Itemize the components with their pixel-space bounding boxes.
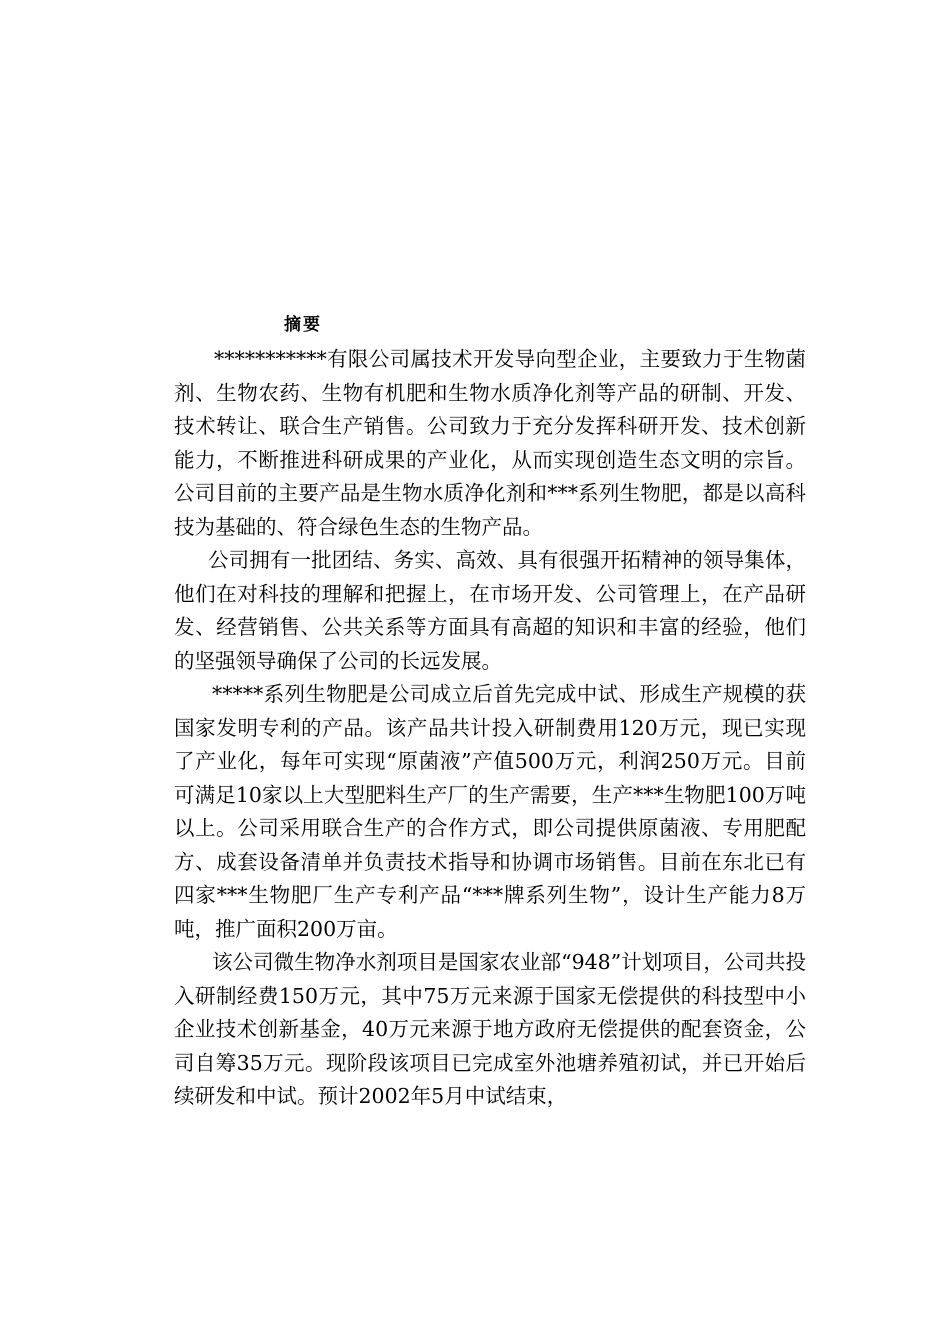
abstract-heading: 摘要 bbox=[284, 315, 322, 335]
paragraph-leadership: 公司拥有一批团结、务实、高效、具有很强开拓精神的领导集体，他们在对科技的理解和把握上，在市场开发、公司管理上，在产品研发、经营销售、公共关系等方面具有高超的知识和丰富的经验，他们的坚强领导确保了公司的长远发展。 bbox=[174, 548, 806, 673]
paragraph-company-intro: ***********有限公司属技术开发导向型企业，主要致力于生物菌剂、生物农药、生物有机肥和生物水质净化剂等产品的研制、开发、技术转让、联合生产销售。公司致力于充分发挥科研开发、技术创新能力，不断推进科研成果的产业化，从而实现创造生态文明的宗旨。公司目前的主要产品是生物水质净化剂和***系列生物肥，都是以高科技为基础的、符合绿色生态的生物产品。 bbox=[174, 347, 806, 539]
abstract-body bbox=[174, 343, 806, 1114]
paragraph-bio-fertilizer: *****系列生物肥是公司成立后首先完成中试、形成生产规模的获国家发明专利的产品。该产品共计投入研制费用120万元，现已实现了产业化，每年可实现“原菌液”产值500万元，利润250万元。目前可满足10家以上大型肥料生产厂的生产需要，生产***生物肥100万吨以上。公司采用联合生产的合作方式，即公司提供原菌液、专用肥配方、成套设备清单并负责技术指导和协调市场销售。目前在东北已有四家***生物肥厂生产专利产品“***牌系列生物”，设计生产能力8万吨，推广面积200万亩。 bbox=[174, 682, 806, 941]
paragraph-water-purifier: 该公司微生物净水剂项目是国家农业部“948”计划项目，公司共投入研制经费150万元，其中75万元来源于国家无偿提供的科技型中小企业技术创新基金，40万元来源于地方政府无偿提供的配套资金，公司自筹35万元。现阶段该项目已完成室外池塘养殖初试，并已开始后续研发和中试。预计2002年5月中试结束， bbox=[174, 950, 806, 1108]
